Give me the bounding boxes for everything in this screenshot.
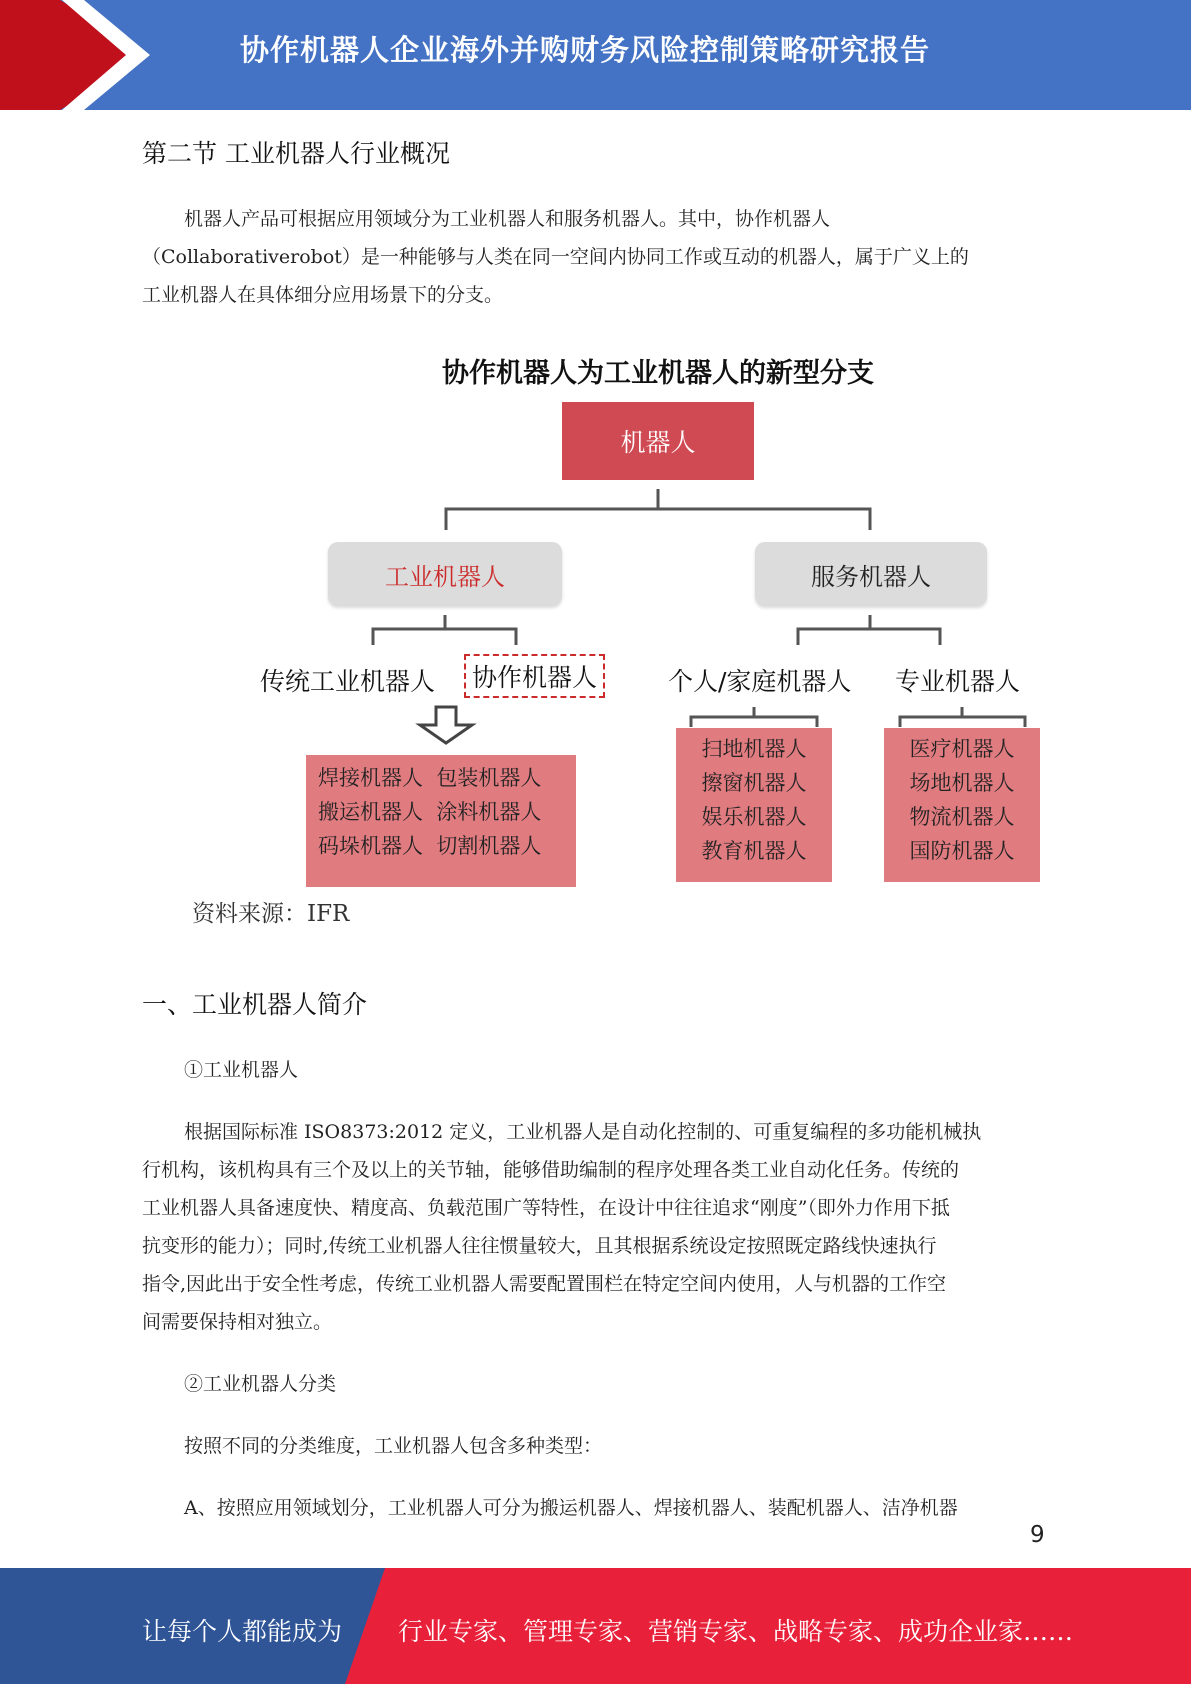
personal-items-box [676,728,832,882]
robot-classification-diagram [250,345,1050,925]
header-ribbon-icon [0,0,160,110]
list-item: 涂料机器人 [436,800,542,824]
traditional-items-row [306,829,576,863]
down-arrow-icon [420,707,472,743]
item2-title: ②工业机器人分类 [184,1373,337,1395]
traditional-items-row [306,761,576,795]
diagram-source: 资料来源：IFR [192,901,350,927]
traditional-items-box [306,755,576,887]
professional-robot-label: 专业机器人 [895,667,1021,696]
list-item: 搬运机器人 [318,800,423,824]
footer-slogan-left: 让每个人都能成为 [142,1617,343,1646]
collaborative-robot-label: 协作机器人 [464,654,605,698]
list-item: 物流机器人 [909,805,1015,829]
traditional-items-row [306,795,576,829]
item1-line-4: 抗变形的能力）；同时,传统工业机器人往往惯量较大，且其根据系统设定按照既定路线快速执行 [142,1235,937,1257]
footer-slogan-right: 行业专家、管理专家、营销专家、战略专家、成功企业家…… [398,1617,1074,1646]
subsection-heading: 一、工业机器人简介 [142,990,368,1019]
item2-a-line: A、按照应用领域划分，工业机器人可分为搬运机器人、焊接机器人、装配机器人、洁净机器 [184,1497,958,1519]
item1-line-3: 工业机器人具备速度快、精度高、负载范围广等特性，在设计中往往追求“刚度”（即外力作用下抵 [142,1197,950,1219]
item2-intro: 按照不同的分类维度，工业机器人包含多种类型： [184,1435,603,1457]
list-item: 医疗机器人 [909,737,1015,761]
report-title: 协作机器人企业海外并购财务风险控制策略研究报告 [240,33,931,67]
robot-root-box: 机器人 [562,402,754,480]
list-item: 焊接机器人 [318,766,423,790]
page-number: 9 [1030,1522,1045,1548]
professional-items-box [884,728,1040,882]
service-robot-box: 服务机器人 [755,542,987,606]
list-item: 扫地机器人 [701,737,807,761]
intro-line-1: 机器人产品可根据应用领域分为工业机器人和服务机器人。其中，协作机器人 [184,208,831,230]
industrial-robot-box: 工业机器人 [328,542,562,606]
list-item: 娱乐机器人 [701,805,807,829]
intro-line-2: （Collaborativerobot）是一种能够与人类在同一空间内协同工作或互动的机器人，属于广义上的 [142,246,969,268]
traditional-robot-label: 传统工业机器人 [260,667,436,696]
item1-line-2: 行机构，该机构具有三个及以上的关节轴，能够借助编制的程序处理各类工业自动化任务。传统的 [142,1159,960,1181]
section-heading: 第二节 工业机器人行业概况 [142,139,450,168]
list-item: 包装机器人 [436,766,542,790]
list-item: 国防机器人 [909,839,1015,863]
page-header [0,0,1191,110]
list-item: 切割机器人 [436,834,542,858]
list-item: 场地机器人 [909,771,1015,795]
list-item: 擦窗机器人 [701,771,807,795]
item1-title: ①工业机器人 [184,1059,299,1081]
list-item: 码垛机器人 [318,834,423,858]
item1-line-5: 指令,因此出于安全性考虑，传统工业机器人需要配置围栏在特定空间内使用，人与机器的工作空 [142,1273,947,1295]
diagram-title: 协作机器人为工业机器人的新型分支 [442,358,874,389]
item1-line-6: 间需要保持相对独立。 [142,1311,333,1333]
intro-line-3: 工业机器人在具体细分应用场景下的分支。 [142,284,504,306]
item1-line-1: 根据国际标准 ISO8373:2012 定义，工业机器人是自动化控制的、可重复编程的多功能机械执 [184,1121,982,1143]
list-item: 教育机器人 [701,839,807,863]
personal-robot-label: 个人/家庭机器人 [668,667,852,696]
page-footer [0,1568,1191,1684]
